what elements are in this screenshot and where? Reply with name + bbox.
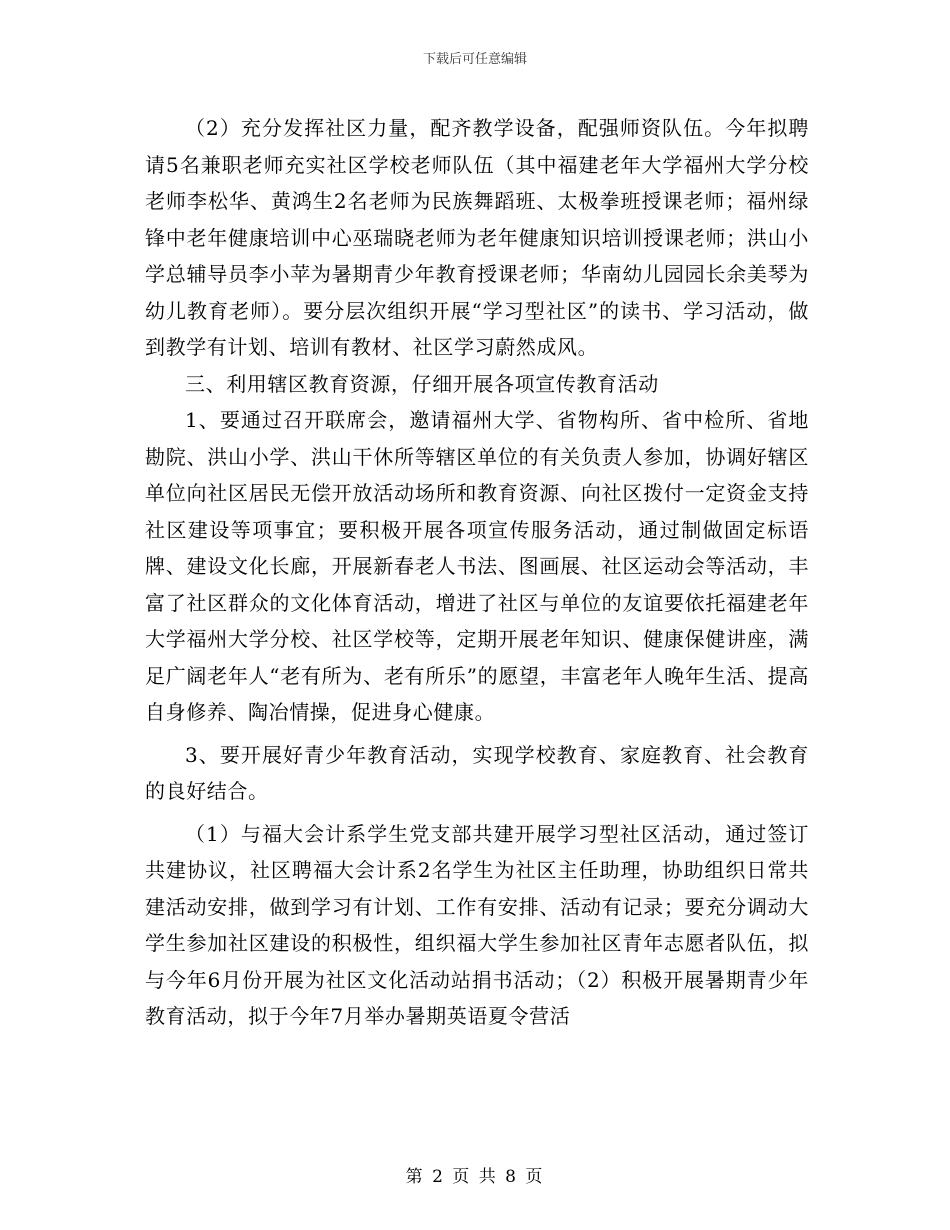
section-heading-education-resources: 三、利用辖区教育资源，仔细开展各项宣传教育活动 (185, 371, 659, 396)
paragraph-teacher-staffing: （2）充分发挥社区力量，配齐教学设备，配强师资队伍。今年拟聘请5名兼职老师充实社区学校老师队伍（其中福建老年大学福州大学分校老师李松华、黄鸿生2名老师为民族舞蹈班、太极拳班授课老师；福州绿锋中老年健康培训中心巫瑞晓老师为老年健康知识培训授课老师；洪山小学总辅导员李小苹为暑期青少年教育授课老师；华南幼儿园园长余美琴为幼儿教育老师）。要分层次组织开展“学习型社区”的读书、学习活动，做到教学有计划、培训有教材、社区学习蔚然成风。 (145, 116, 809, 359)
page-number-footer: 第 2 页 共 8 页 (405, 1167, 545, 1187)
paragraph-youth-education: 3、要开展好青少年教育活动，实现学校教育、家庭教育、社会教育的良好结合。 (145, 742, 809, 803)
document-body (145, 110, 809, 1035)
page-header-note: 下载后可任意编辑 (422, 52, 527, 67)
paragraph-joint-meeting: 1、要通过召开联席会，邀请福州大学、省物构所、省中检所、省地勘院、洪山小学、洪山干休所等辖区单位的有关负责人参加，协调好辖区单位向社区居民无偿开放活动场所和教育资源、向社区拨付一定资金支持社区建设等项事宜；要积极开展各项宣传服务活动，通过制做固定标语牌、建设文化长廊，开展新春老人书法、图画展、社区运动会等活动，丰富了社区群众的文化体育活动，增进了社区与单位的友谊要依托福建老年大学福州大学分校、社区学校等，定期开展老年知识、健康保健讲座，满足广阔老年人“老有所为、老有所乐”的愿望，丰富老年人晚年生活、提高自身修养、陶冶情操，促进身心健康。 (145, 408, 809, 724)
paragraph-student-partnership: （1）与福大会计系学生党支部共建开展学习型社区活动，通过签订共建协议，社区聘福大会计系2名学生为社区主任助理，协助组织日常共建活动安排，做到学习有计划、工作有安排、活动有记录；要充分调动大学生参加社区建设的积极性，组织福大学生参加社区青年志愿者队伍，拟与今年6月份开展为社区文化活动站捐书活动；（2）积极开展暑期青少年教育活动，拟于今年7月举办暑期英语夏令营活 (145, 821, 809, 1028)
